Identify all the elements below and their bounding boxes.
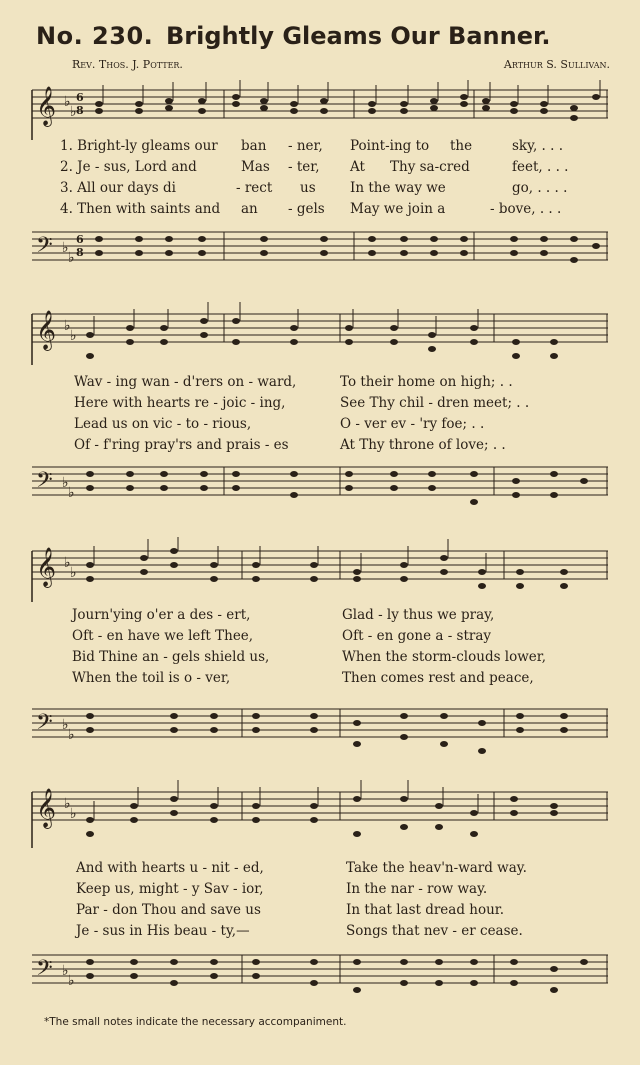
lyric-line: Lead us on vic - to - rious, O - ver ev - 'ry foe; . . xyxy=(74,416,485,432)
treble-staff xyxy=(24,537,609,602)
svg-text:♭: ♭ xyxy=(70,806,77,822)
svg-text:6: 6 xyxy=(76,91,84,104)
hymn-number: No. 230. xyxy=(36,22,154,50)
svg-text:𝄢: 𝄢 xyxy=(36,956,53,986)
svg-text:♭: ♭ xyxy=(68,727,75,743)
music-system-4 xyxy=(24,778,609,1003)
lyric-line: When the toil is o - ver, Then comes rest and peace, xyxy=(72,670,534,686)
lyric-line: Keep us, might - y Sav - ior, In the nar - row way. xyxy=(76,881,488,897)
treble-staff-graphic xyxy=(24,537,609,602)
svg-text:6: 6 xyxy=(76,233,84,246)
svg-text:♭: ♭ xyxy=(62,717,69,733)
svg-text:♭: ♭ xyxy=(70,104,77,120)
treble-staff-graphic xyxy=(24,80,609,140)
hymn-title: Brightly Gleams Our Banner. xyxy=(166,22,551,50)
music-system-1 xyxy=(24,80,609,275)
lyric-line: Par - don Thou and save us In that last dread hour. xyxy=(76,902,505,918)
bass-staff-graphic xyxy=(24,220,609,275)
svg-text:♭: ♭ xyxy=(62,240,69,256)
svg-text:♭: ♭ xyxy=(62,963,69,979)
lyric-line: Je - sus in His beau - ty,— Songs that nev - er cease. xyxy=(76,923,523,939)
svg-text:♭: ♭ xyxy=(68,973,75,989)
svg-text:♭: ♭ xyxy=(64,555,71,571)
lyric-line: 2. Je - sus, Lord and Mas - ter, At Thy sa-cred feet, . . . xyxy=(60,159,569,175)
bass-staff-graphic xyxy=(24,697,609,757)
svg-text:𝄢: 𝄢 xyxy=(36,710,53,740)
treble-staff-graphic xyxy=(24,300,609,365)
lyric-line: 1. Bright-ly gleams our ban - ner, Point-ing to the sky, . . . xyxy=(60,138,563,154)
lyricist: Rev. Thos. J. Potter. xyxy=(72,58,183,71)
svg-text:𝄞: 𝄞 xyxy=(36,547,57,587)
lyric-line: 4. Then with saints and an - gels May we join a - bove, . . . xyxy=(60,201,562,217)
treble-staff-graphic xyxy=(24,778,609,848)
svg-text:𝄞: 𝄞 xyxy=(36,310,57,350)
lyric-line: 3. All our days di - rect us In the way we go, . . . . xyxy=(60,180,568,196)
lyric-line: Oft - en have we left Thee, Oft - en gone a - stray xyxy=(72,628,492,644)
treble-staff xyxy=(24,300,609,365)
svg-text:𝄢: 𝄢 xyxy=(36,233,53,263)
footnote: *The small notes indicate the necessary accompaniment. xyxy=(44,1016,347,1028)
credits xyxy=(72,58,610,72)
svg-text:8: 8 xyxy=(76,104,84,117)
svg-text:♭: ♭ xyxy=(68,485,75,501)
treble-staff xyxy=(24,80,609,140)
bass-staff-graphic xyxy=(24,943,609,1003)
bass-staff xyxy=(24,220,609,275)
svg-text:♭: ♭ xyxy=(62,475,69,491)
svg-text:♭: ♭ xyxy=(64,94,71,110)
lyric-line: Wav - ing wan - d'rers on - ward, To their home on high; . . xyxy=(74,374,513,390)
svg-text:♭: ♭ xyxy=(70,328,77,344)
svg-text:𝄢: 𝄢 xyxy=(36,468,53,498)
lyric-line: And with hearts u - nit - ed, Take the heav'n-ward way. xyxy=(76,860,527,876)
lyric-line: Bid Thine an - gels shield us, When the storm-clouds lower, xyxy=(72,649,547,665)
music-system-2 xyxy=(24,300,609,510)
composer: Arthur S. Sullivan. xyxy=(503,58,610,71)
lyric-line: Journ'ying o'er a des - ert, Glad - ly thus we pray, xyxy=(72,607,495,623)
hymn-header xyxy=(36,18,620,58)
lyric-line: Here with hearts re - joic - ing, See Thy chil - dren meet; . . xyxy=(74,395,530,411)
lyric-line: Of - f'ring pray'rs and prais - es At Thy throne of love; . . xyxy=(74,437,506,453)
bass-staff xyxy=(24,943,609,1003)
bass-staff xyxy=(24,697,609,757)
music-system-3 xyxy=(24,537,609,757)
svg-text:𝄞: 𝄞 xyxy=(36,788,57,828)
bass-staff-graphic xyxy=(24,455,609,510)
svg-text:8: 8 xyxy=(76,246,84,259)
bass-staff xyxy=(24,455,609,510)
svg-text:♭: ♭ xyxy=(70,565,77,581)
svg-text:♭: ♭ xyxy=(64,796,71,812)
svg-text:♭: ♭ xyxy=(68,250,75,266)
svg-text:𝄞: 𝄞 xyxy=(36,86,57,126)
svg-text:♭: ♭ xyxy=(64,318,71,334)
treble-staff xyxy=(24,778,609,848)
